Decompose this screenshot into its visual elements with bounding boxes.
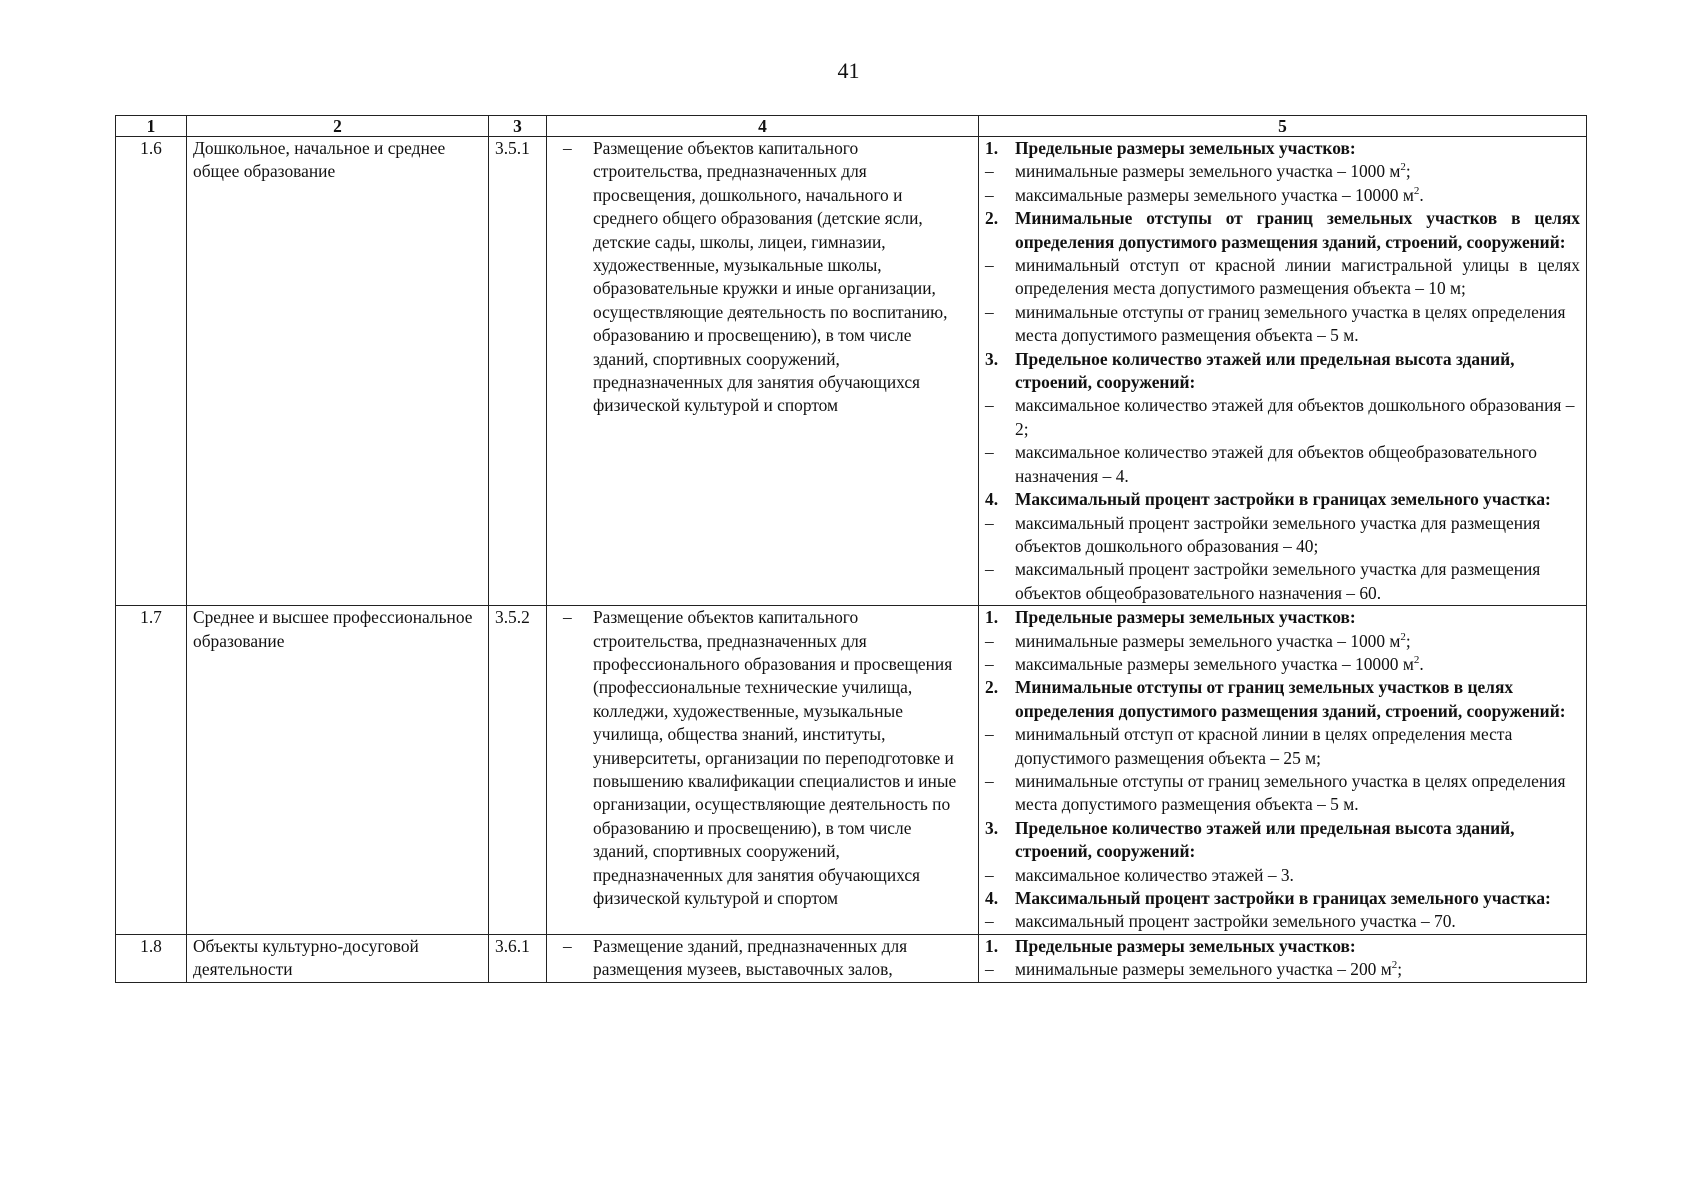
table-row bbox=[116, 137, 1587, 606]
parameter-heading bbox=[985, 488, 1580, 511]
parameter-item bbox=[985, 254, 1580, 301]
table-row bbox=[116, 934, 1587, 982]
superscript: 2 bbox=[1391, 959, 1398, 972]
heading-number: 2. bbox=[985, 208, 999, 229]
parameter-text-wrap bbox=[1015, 254, 1580, 301]
parameter-text-wrap bbox=[1015, 207, 1580, 254]
parameter-text: минимальные размеры земельного участка – 1000 м bbox=[1015, 630, 1401, 651]
column-header: 5 bbox=[979, 116, 1587, 137]
parameter-item bbox=[985, 184, 1580, 207]
parameters-cell bbox=[979, 137, 1587, 606]
parameter-heading bbox=[985, 887, 1580, 910]
parameter-item bbox=[985, 301, 1580, 348]
parameter-text: максимальное количество этажей – 3. bbox=[1015, 864, 1294, 885]
land-use-description-cell bbox=[547, 934, 979, 982]
row-number-cell: 1.8 bbox=[116, 934, 187, 982]
heading-number: 1. bbox=[985, 935, 999, 956]
item-dash: – bbox=[985, 959, 994, 980]
parameter-text-wrap bbox=[1015, 958, 1580, 981]
description-dash: – bbox=[563, 607, 572, 628]
parameter-text: Минимальные отступы от границ земельных участков в целях определения допустимого размещения зданий, строений, сооружений: bbox=[1015, 677, 1566, 721]
column-header: 3 bbox=[489, 116, 547, 137]
parameter-text-wrap bbox=[1015, 817, 1580, 864]
table-row bbox=[116, 606, 1587, 935]
parameter-item bbox=[985, 910, 1580, 933]
parameter-item bbox=[985, 958, 1580, 981]
parameter-text-wrap bbox=[1015, 488, 1580, 511]
item-dash: – bbox=[985, 911, 994, 932]
parameter-text-wrap bbox=[1015, 723, 1580, 770]
parameter-text: Максимальный процент застройки в границах земельного участка: bbox=[1015, 888, 1551, 908]
parameter-text-wrap bbox=[1015, 630, 1580, 653]
page-number: 41 bbox=[837, 58, 860, 83]
item-dash: – bbox=[985, 442, 994, 463]
row-number-cell: 1.6 bbox=[116, 137, 187, 606]
heading-number: 1. bbox=[985, 607, 999, 628]
land-use-name-cell: Дошкольное, начальное и среднее общее образование bbox=[187, 137, 489, 606]
heading-number: 3. bbox=[985, 817, 999, 838]
parameter-text-wrap bbox=[1015, 137, 1580, 160]
parameter-text-wrap bbox=[1015, 910, 1580, 933]
item-dash: – bbox=[985, 864, 994, 885]
land-use-code-cell: 3.5.2 bbox=[489, 606, 547, 935]
parameter-text: минимальные отступы от границ земельного участка в целях определения места допустимого размещения объекта – 5 м. bbox=[1015, 770, 1566, 815]
column-header: 4 bbox=[547, 116, 979, 137]
parameter-text: максимальный процент застройки земельного участка – 70. bbox=[1015, 911, 1456, 932]
land-use-description-cell bbox=[547, 606, 979, 935]
punctuation: ; bbox=[1405, 161, 1411, 182]
parameter-text: минимальный отступ от красной линии в целях определения места допустимого размещения объекта – 25 м; bbox=[1015, 724, 1513, 768]
heading-number: 2. bbox=[985, 677, 999, 698]
item-dash: – bbox=[985, 559, 994, 580]
parameter-heading bbox=[985, 207, 1580, 254]
parameter-heading bbox=[985, 606, 1580, 629]
punctuation: . bbox=[1419, 184, 1424, 205]
parameter-text: максимальные размеры земельного участка – 10000 м bbox=[1015, 184, 1414, 205]
column-header: 2 bbox=[187, 116, 489, 137]
item-dash: – bbox=[985, 255, 994, 276]
parameter-text-wrap bbox=[1015, 184, 1580, 207]
parameter-text: Минимальные отступы от границ земельных участков в целях определения допустимого размещения зданий, строений, сооружений: bbox=[1015, 208, 1580, 252]
zoning-regulations-table bbox=[115, 115, 1587, 983]
parameter-text-wrap bbox=[1015, 441, 1580, 488]
superscript: 2 bbox=[1400, 161, 1406, 174]
description-text: Размещение объектов капитального строительства, предназначенных для просвещения, дошкольного, начального и среднего общего образования (детские ясли, детские сады, школы, лицеи, гимназии, художественные, музыкальные школы, образовательные кружки и иные организации, осуществляющие деятельность по воспитанию, образованию и просвещению), в том числе зданий, спортивных сооружений, предназначенных для занятия обучающихся физической культурой и спортом bbox=[593, 138, 948, 416]
parameter-item bbox=[985, 653, 1580, 676]
parameter-item bbox=[985, 630, 1580, 653]
land-use-name-cell: Объекты культурно-досуговой деятельности bbox=[187, 934, 489, 982]
parameter-text: минимальные размеры земельного участка – 200 м bbox=[1015, 959, 1392, 980]
superscript: 2 bbox=[1413, 654, 1420, 667]
parameter-text-wrap bbox=[1015, 653, 1580, 676]
land-use-code-cell: 3.6.1 bbox=[489, 934, 547, 982]
parameter-heading bbox=[985, 137, 1580, 160]
parameters-cell bbox=[979, 934, 1587, 982]
description-text: Размещение объектов капитального строительства, предназначенных для профессионального образования и просвещения (профессиональные технические училища, колледжи, художественные, музыкальные училища, общества знаний, институты, университеты, организации по переподготовке и повышению квалификации специалистов и иные организации, осуществляющие деятельность по образованию и просвещению), в том числе зданий, спортивных сооружений, предназначенных для занятия обучающихся физической культурой и спортом bbox=[593, 607, 957, 908]
parameter-text-wrap bbox=[1015, 676, 1580, 723]
description-dash: – bbox=[563, 138, 572, 158]
parameter-text: минимальный отступ от красной линии магистральной улицы в целях определения места допустимого размещения объекта – 10 м; bbox=[1015, 255, 1580, 299]
heading-number: 3. bbox=[985, 348, 999, 369]
superscript: 2 bbox=[1400, 630, 1406, 643]
row-number-cell: 1.7 bbox=[116, 606, 187, 935]
land-use-name-cell: Среднее и высшее профессиональное образование bbox=[187, 606, 489, 935]
parameter-heading bbox=[985, 817, 1580, 864]
parameter-text-wrap bbox=[1015, 864, 1580, 887]
item-dash: – bbox=[985, 395, 994, 416]
parameter-heading bbox=[985, 676, 1580, 723]
punctuation: . bbox=[1419, 653, 1424, 674]
parameter-item bbox=[985, 512, 1580, 559]
parameter-text-wrap bbox=[1015, 348, 1580, 395]
parameters-cell bbox=[979, 606, 1587, 935]
description-dash: – bbox=[563, 935, 572, 956]
item-dash: – bbox=[985, 630, 994, 651]
parameter-text: Предельное количество этажей или предельная высота зданий, строений, сооружений: bbox=[1015, 817, 1515, 862]
punctuation: ; bbox=[1405, 630, 1411, 651]
parameter-heading bbox=[985, 935, 1580, 958]
parameter-text-wrap bbox=[1015, 606, 1580, 629]
item-dash: – bbox=[985, 770, 994, 791]
item-dash: – bbox=[985, 724, 994, 745]
parameter-text: Предельные размеры земельных участков: bbox=[1015, 138, 1356, 158]
parameter-text-wrap bbox=[1015, 887, 1580, 910]
parameter-text-wrap bbox=[1015, 394, 1580, 441]
heading-number: 4. bbox=[985, 888, 999, 908]
parameter-text: максимальный процент застройки земельного участка для размещения объектов дошкольного образования – 40; bbox=[1015, 512, 1541, 556]
parameter-item bbox=[985, 558, 1580, 605]
parameter-text: Предельное количество этажей или предельная высота зданий, строений, сооружений: bbox=[1015, 348, 1515, 393]
parameter-text-wrap bbox=[1015, 512, 1580, 559]
parameter-text: минимальные размеры земельного участка – 1000 м bbox=[1015, 161, 1401, 182]
item-dash: – bbox=[985, 512, 994, 533]
item-dash: – bbox=[985, 161, 994, 182]
parameter-text: максимальное количество этажей для объектов дошкольного образования – 2; bbox=[1015, 395, 1575, 439]
parameter-text: максимальный процент застройки земельного участка для размещения объектов общеобразовательного назначения – 60. bbox=[1015, 559, 1541, 603]
parameter-text: максимальные размеры земельного участка – 10000 м bbox=[1015, 653, 1414, 674]
parameter-text: минимальные отступы от границ земельного участка в целях определения места допустимого размещения объекта – 5 м. bbox=[1015, 301, 1566, 346]
parameter-item bbox=[985, 864, 1580, 887]
parameter-text-wrap bbox=[1015, 301, 1580, 348]
column-header: 1 bbox=[116, 116, 187, 137]
parameter-item bbox=[985, 723, 1580, 770]
parameter-text-wrap bbox=[1015, 558, 1580, 605]
parameter-item bbox=[985, 394, 1580, 441]
parameter-item bbox=[985, 160, 1580, 183]
parameter-text-wrap bbox=[1015, 770, 1580, 817]
column-number-row bbox=[116, 116, 1587, 137]
parameter-item bbox=[985, 441, 1580, 488]
parameter-heading bbox=[985, 348, 1580, 395]
land-use-description-cell bbox=[547, 137, 979, 606]
land-use-code-cell: 3.5.1 bbox=[489, 137, 547, 606]
parameter-text: Предельные размеры земельных участков: bbox=[1015, 935, 1356, 956]
parameter-text: Максимальный процент застройки в границах земельного участка: bbox=[1015, 489, 1551, 510]
superscript: 2 bbox=[1413, 185, 1420, 198]
item-dash: – bbox=[985, 653, 994, 674]
heading-number: 4. bbox=[985, 489, 999, 510]
parameter-item bbox=[985, 770, 1580, 817]
parameter-text-wrap bbox=[1015, 935, 1580, 958]
item-dash: – bbox=[985, 301, 994, 322]
parameter-text: Предельные размеры земельных участков: bbox=[1015, 607, 1356, 628]
parameter-text: максимальное количество этажей для объектов общеобразовательного назначения – 4. bbox=[1015, 442, 1538, 486]
heading-number: 1. bbox=[985, 138, 999, 158]
description-text: Размещение зданий, предназначенных для размещения музеев, выставочных залов, bbox=[593, 935, 908, 980]
item-dash: – bbox=[985, 184, 994, 205]
parameter-text-wrap bbox=[1015, 160, 1580, 183]
punctuation: ; bbox=[1397, 959, 1403, 980]
